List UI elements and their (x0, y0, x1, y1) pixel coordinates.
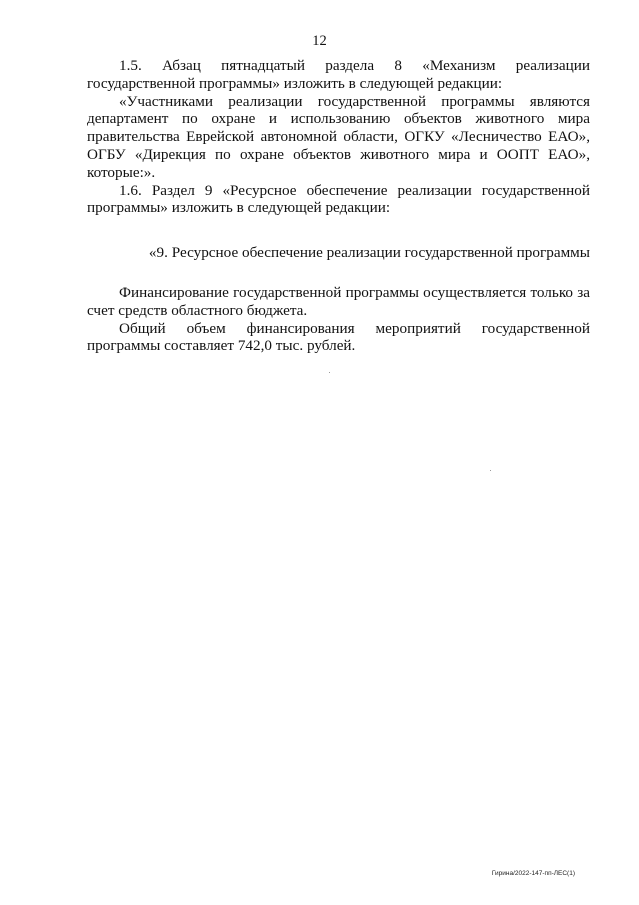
spacer (87, 262, 590, 284)
paragraph-amendment-1-5: 1.5. Абзац пятнадцатый раздела 8 «Механизм реализации государственной программы» изложить в следующей редакции: (87, 57, 590, 92)
paragraph-participants: «Участниками реализации государственной программы являются департамент по охране и использованию объектов животного мира правительства Еврейской автономной области, ОГКУ «Лесничество ЕАО», ОГБУ «Дирекция по охране объектов животного мира и ООПТ ЕАО», которые:». (87, 92, 590, 181)
footer-stamp: Гирина/2022-147-пп-ЛЕС(1) (491, 870, 575, 877)
spacer (87, 217, 590, 244)
paragraph-amendment-1-6: 1.6. Раздел 9 «Ресурсное обеспечение реализации государственной программы» изложить в следующей редакции: (87, 181, 590, 217)
scan-speck (490, 470, 491, 471)
paragraph-financing-source: Финансирование государственной программы осуществляется только за счет средств областного бюджета. (87, 283, 590, 319)
scan-speck (329, 372, 330, 373)
document-body (87, 57, 590, 355)
page-number: 12 (312, 33, 327, 49)
section-heading: «9. Ресурсное обеспечение реализации государственной программы (148, 244, 590, 262)
paragraph-financing-total: Общий объем финансирования мероприятий государственной программы составляет 742,0 тыс. рублей. (87, 319, 590, 355)
